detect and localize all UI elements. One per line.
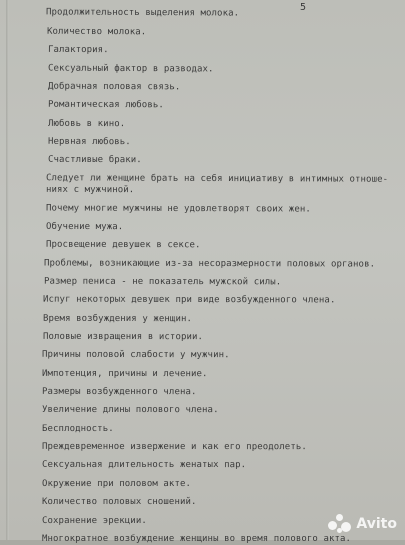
text-line: Продолжительность выделения молока. <box>45 7 240 19</box>
text-line: Размеры возбужденного члена. <box>41 386 197 398</box>
text-line: Импотенция, причины и лечение. <box>41 368 208 380</box>
text-line: Увеличение длины полового члена. <box>41 404 219 416</box>
text-line: Причины половой слабости у мужчин. <box>41 349 230 361</box>
text-line: Половые извращения в истории. <box>42 331 204 343</box>
text-line: Размер пениса - не показатель мужской силы. <box>43 276 282 288</box>
text-line: Нервная любовь. <box>47 136 131 148</box>
text-line: ниях с мужчиной. <box>45 184 135 196</box>
text-line: Счастливые браки. <box>47 154 142 166</box>
watermark-text: Avito <box>356 516 397 532</box>
avito-logo-icon <box>327 514 353 534</box>
text-line: Романтическая любовь. <box>47 99 164 111</box>
text-line: Галактория. <box>47 44 109 56</box>
page-number: 5 <box>300 2 307 13</box>
text-line: Время возбуждения у женщин. <box>42 313 193 325</box>
text-line: Бесплодность. <box>41 423 114 435</box>
text-line: Любовь в кино. <box>47 118 126 130</box>
text-line: Обучение мужа. <box>45 221 124 233</box>
text-line: Сексуальная длительность женатых пар. <box>41 459 247 471</box>
text-line: Сексуальный фактор в разводах. <box>47 63 214 75</box>
watermark <box>327 514 397 534</box>
text-line: Многократное возбуждение женщины во время полового акта. <box>41 533 352 545</box>
text-line: Почему многие мужчины не удовлетворят своих жен. <box>45 203 311 215</box>
text-line: Проблемы, возникающие из-за несоразмерности половых органов. <box>43 258 376 270</box>
text-line: Испуг некоторых девушек при виде возбужденного члена. <box>42 294 336 306</box>
text-line: Просвещение девушек в сексе. <box>45 239 201 251</box>
text-line: Количество молока. <box>46 26 147 38</box>
text-line: Количество половых сношений. <box>41 496 197 508</box>
text-line: Добрачная половая связь. <box>47 81 181 93</box>
text-line: Следует ли женщине брать на себя инициативу в интимных отноше- <box>45 173 389 185</box>
text-line: Сохранение эрекции. <box>41 515 147 527</box>
text-line: Преждевременное извержение и как его преодолеть. <box>41 441 307 453</box>
text-line: Окружение при половом акте. <box>41 478 192 490</box>
